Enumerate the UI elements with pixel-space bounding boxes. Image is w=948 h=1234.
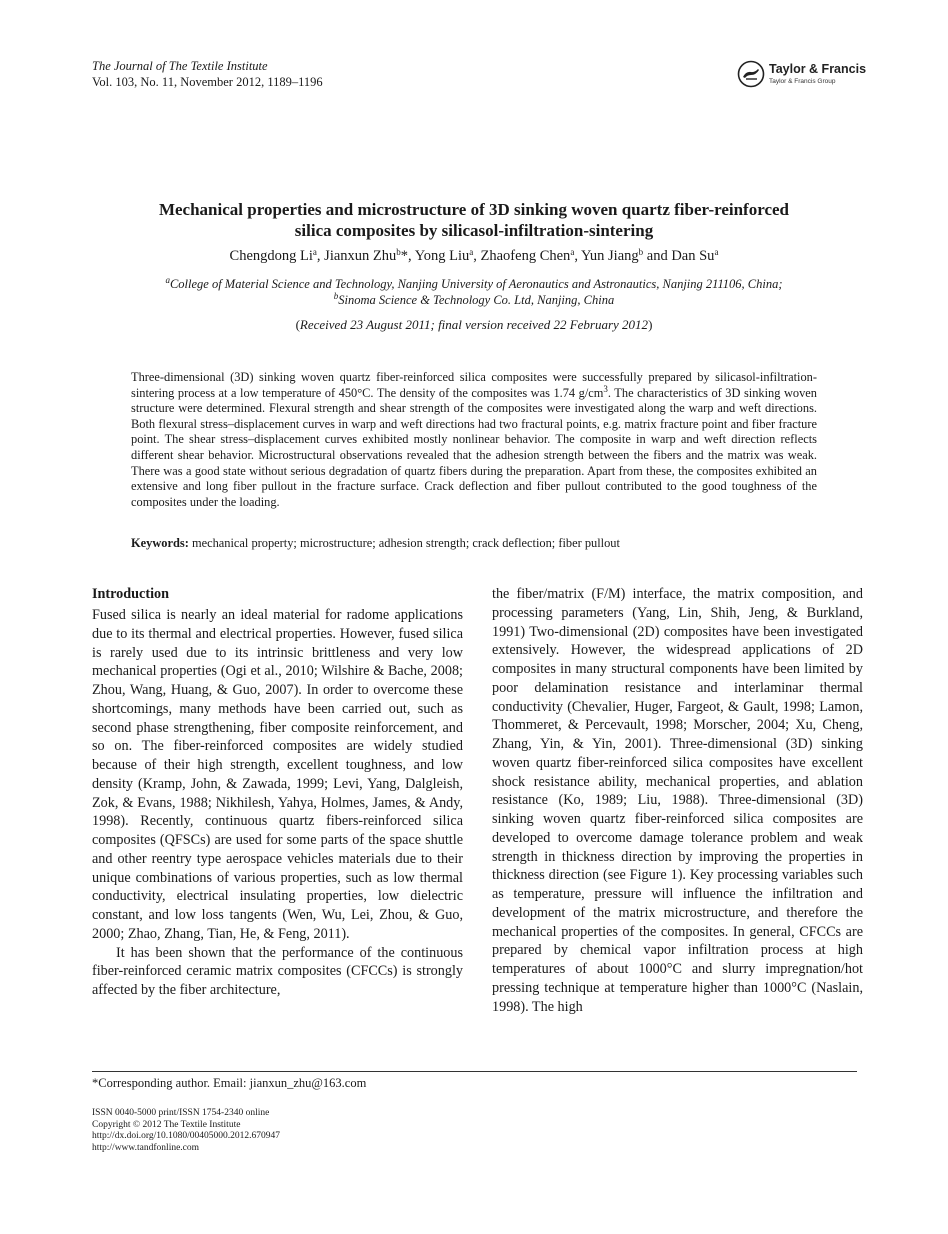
- author-name: Yun Jiang: [581, 248, 639, 264]
- keywords-label: Keywords:: [131, 536, 189, 550]
- paragraph: It has been shown that the performance of the continuous fiber-reinforced ceramic matrix composites (CFCCs) is strongly affected by the fiber architecture,: [92, 944, 463, 998]
- publisher-name: Taylor & Francis: [769, 62, 867, 76]
- section-heading-introduction: Introduction: [92, 586, 169, 602]
- author-name: Chengdong Li: [229, 248, 313, 264]
- author-name: Zhaofeng Chen: [480, 248, 571, 264]
- footnote-divider: [92, 1071, 857, 1072]
- publication-info: [92, 1108, 280, 1154]
- author-separator: *,: [400, 248, 415, 264]
- publisher-logo-icon: [737, 60, 765, 88]
- publisher-logo[interactable]: [737, 60, 867, 90]
- volume-line: Vol. 103, No. 11, November 2012, 1189–1196: [92, 75, 323, 89]
- body-column-left: [92, 585, 463, 1000]
- author-name: Jianxun Zhu: [324, 248, 397, 264]
- publisher-group: Taylor & Francis Group: [769, 78, 836, 85]
- keywords: [131, 535, 817, 551]
- corresponding-author-footnote: *Corresponding author. Email: jianxun_zhu@163.com: [92, 1076, 367, 1090]
- author-affil-sup: a: [312, 247, 317, 257]
- author-affil-sup: a: [714, 247, 719, 257]
- paragraph: the fiber/matrix (F/M) interface, the matrix composition, and processing parameters (Yang, Lin, Shih, Jeng, & Burkland, 1991) Two-dimensional (2D) composites have been investigated extensively. However, the widespread applications of 2D composites in many structural components have been limited by poor delamination resistance and interlaminar thermal conductivity (Chevalier, Huger, Fargeot, & Gault, 1998; Lamon, Thommeret, & Percevault, 1998; Morscher, 2004; Xu, Cheng, Zhang, Yin, & Yin, 2001). Three-dimensional (3D) sinking woven quartz fiber-reinforced silica composites have excellent shock resistance ability, mechanical properties, and ablation resistance (Ko, 1989; Liu, 1988). Three-dimensional (3D) sinking woven quartz fiber-reinforced silica composites are developed to overcome damage tolerance problem and weak strength in thickness direction by improving the properties in thickness direction (see Figure 1). Key processing variables such as temperature, pressure will influence the infiltration and development of the matrix microstructure, and therefore the mechanical properties of the composites. In general, CFCCs are prepared by chemical vapor infiltration process at high temperatures of about 1000°C and slurry impregnation/hot pressing technique at temperature higher than 1000°C (Naslain, 1998). The high: [492, 586, 863, 1015]
- journal-header: [92, 58, 323, 90]
- title-line-1: Mechanical properties and microstructure of 3D sinking woven quartz fiber-reinforced: [158, 200, 790, 219]
- keywords-list: mechanical property; microstructure; adhesion strength; crack deflection; fiber pullout: [191, 536, 620, 550]
- paragraph: Fused silica is nearly an ideal material for radome applications due to its thermal and electrical properties. However, fused silica is rarely used due to its intrinsic brittleness and very low mechanical properties (Ogi et al., 2010; Wilshire & Bache, 2008; Zhou, Wang, Huang, & Guo, 2007). In order to overcome these shortcomings, many methods have been carried out, such as second phase strengthening, fiber composite reinforcement, and so on. The fiber-reinforced composites are widely studied because of their high strength, excellent toughness, and low density (Kramp, John, & Zawada, 1999; Levi, Yang, Dalgleish, Zok, & Evans, 1988; Nikhilesh, Yahya, Holmes, James, & Andy, 1998). Recently, continuous quartz fibers-reinforced silica composites (QFSCs) are used for some parts of the space shuttle and other reentry type aerospace vehicles materials due to their unique combinations of various properties, such as low thermal conductivity, electrical insulating properties, low dielectric constant, and low loss tangents (Wen, Wu, Lei, Zhou, & Guo, 2000; Zhao, Zhang, Tian, He, & Feng, 2011).: [92, 607, 463, 942]
- author-affil-sup: a: [469, 247, 474, 257]
- author-list: [92, 247, 856, 265]
- author-name: Dan Su: [671, 248, 715, 264]
- affiliation-b-sup: b: [333, 291, 339, 301]
- author-affil-sup: b: [638, 247, 644, 257]
- author-name: Yong Liu: [414, 248, 470, 264]
- author-separator: ,: [316, 248, 325, 264]
- affiliation-b: $^b$Sinoma Science & Technology Co. Ltd, Nanjing, China: [333, 291, 615, 307]
- received-dates: (Received 23 August 2011; final version received 22 February 2012): [295, 317, 653, 332]
- journal-name: The Journal of The Textile Institute: [92, 59, 268, 73]
- author-separator: ,: [473, 248, 481, 264]
- affiliation-a-sup: a: [165, 275, 170, 285]
- affiliations: [92, 276, 856, 308]
- body-column-right: [492, 585, 863, 1016]
- author-affil-sup: a: [570, 247, 575, 257]
- affiliation-a: $^a$College of Material Science and Technology, Nanjing University of Aeronautics and Astronautics, Nanjing 211106, China;: [165, 275, 783, 291]
- publisher-url-link[interactable]: http://www.tandfonline.com: [92, 1142, 200, 1153]
- title-line-2: silica composites by silicasol-infiltration-sintering: [294, 221, 654, 240]
- issn: ISSN 0040-5000 print/ISSN 1754-2340 online: [92, 1108, 270, 1118]
- abstract: Three-dimensional (3D) sinking woven quartz fiber-reinforced silica composites were successfully prepared by silicasol-infiltration-sintering process at a low temperature of 450°C. The density of the composites was 1.74 $g/cm^3$. The characteristics of 3D sinking woven structure were determined. Flexural strength and shear strength of the composites were investigated along the warp and weft directions. Both flexural stress–displacement curves in warp and weft directions had two fractural points, e.g. matrix fracture point and fiber fracture point. The shear stress–displacement curves exhibited mostly nonlinear behavior. The composite in warp and weft direction reflects different shear behavior. Microstructural observations revealed that the adhesion strength between the fibers and the matrix was weak. There was a good state without serious degradation of quartz fibers during the preparation. Apart from these, the composites exhibited an extensive and long fiber pullout in the fracture surface. Crack deflection and fiber pullout contributed to the good toughness of the composites under the loading.: [131, 370, 817, 509]
- author-separator: and: [643, 248, 672, 264]
- copyright: Copyright © 2012 The Textile Institute: [92, 1119, 241, 1130]
- doi-link[interactable]: http://dx.doi.org/10.1080/00405000.2012.670947: [92, 1131, 280, 1141]
- author-affil-sup: b: [396, 247, 401, 257]
- author-separator: ,: [574, 248, 582, 264]
- article-title: [92, 199, 856, 241]
